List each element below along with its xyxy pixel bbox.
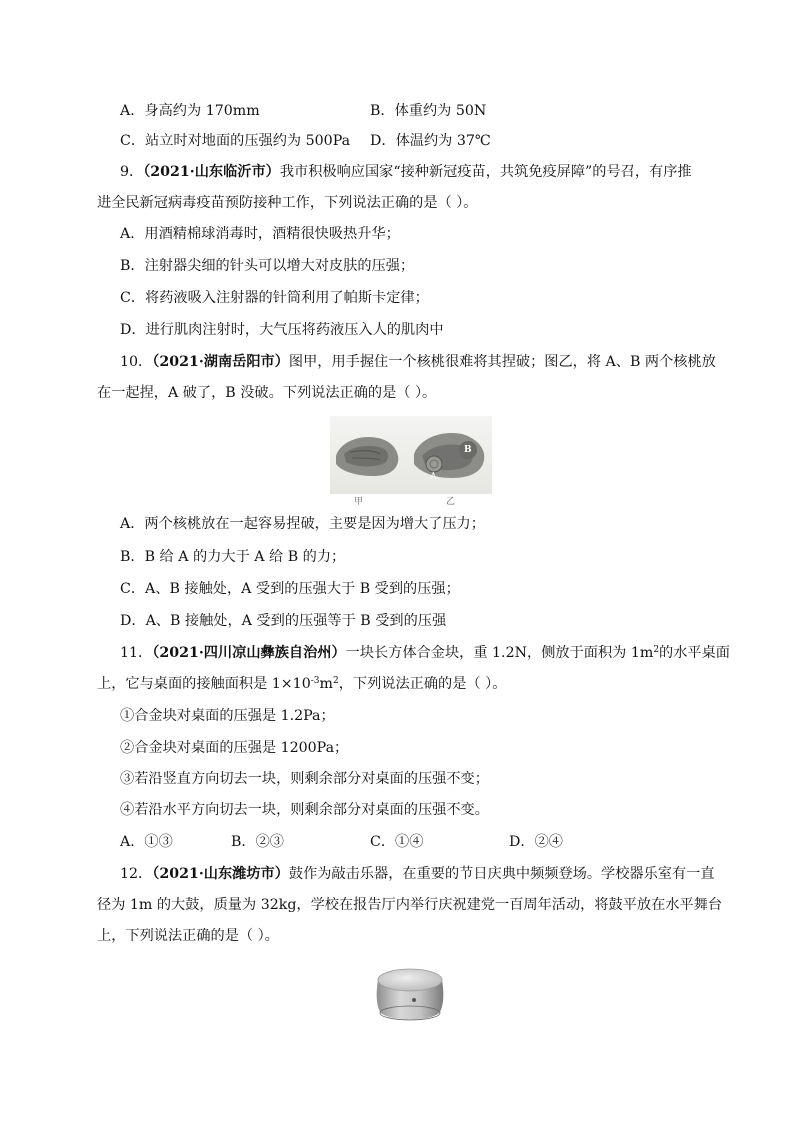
q11-option-d: D．②④	[509, 834, 563, 850]
q12-figure	[372, 964, 448, 1024]
q11-statement-3: ③若沿竖直方向切去一块，则剩余部分对桌面的压强不变；	[120, 771, 489, 787]
q10-number: 10．	[120, 354, 153, 370]
figure-caption-yi: 乙	[446, 497, 456, 507]
q10-stem-text: 图甲，用手握住一个核桃很难将其捏破；图乙，将 A、B 两个核桃放	[288, 354, 716, 370]
q11-statement-2: ②合金块对桌面的压强是 1200Pa；	[120, 740, 349, 756]
q10-source: （2021·湖南岳阳市）	[152, 354, 289, 370]
q11-source: （2021·四川凉山彝族自治州）	[152, 645, 346, 661]
q9-source: （2021·山东临沂市）	[143, 164, 280, 180]
q10-figure	[330, 416, 492, 494]
q8-option-a: A．身高约为 170mm	[120, 103, 260, 119]
q11-stem-text: 一块长方体合金块，重 1.2N，侧放于面积为 1m	[345, 645, 654, 661]
walnut-label-b: B	[464, 445, 472, 455]
q12-stem-line3: 上，下列说法正确的是（ ）。	[97, 928, 279, 944]
q11-stem-line1	[120, 643, 730, 663]
q9-stem-text: 我市积极响应国家“接种新冠疫苗，共筑免疫屏障”的号召，有序推	[279, 164, 692, 180]
figure-caption-jia: 甲	[354, 497, 364, 507]
q10-option-d: D．A、B 接触处，A 受到的压强等于 B 受到的压强	[120, 613, 447, 629]
q9-number: 9．	[120, 164, 144, 180]
q11-stem-line2-end: ，下列说法正确的是（ ）。	[338, 676, 507, 692]
q10-stem-line2: 在一起捏，A 破了，B 没破。下列说法正确的是（ ）。	[97, 385, 437, 401]
drum-image	[372, 964, 448, 1024]
q11-stem-line2	[97, 674, 506, 694]
q9-stem-line1	[120, 162, 692, 182]
q11-statement-4: ④若沿水平方向切去一块，则剩余部分对桌面的压强不变。	[120, 802, 489, 818]
q12-stem-text: 鼓作为敲击乐器，在重要的节日庆典中频频登场。学校器乐室有一直	[288, 866, 715, 882]
q9-option-b: B．注射器尖细的针头可以增大对皮肤的压强；	[120, 258, 415, 274]
walnut-hands-photo	[330, 416, 492, 494]
q11-statement-1: ①合金块对桌面的压强是 1.2Pa；	[120, 708, 335, 724]
q9-stem-line2: 进全民新冠病毒疫苗预防接种工作，下列说法正确的是（ ）。	[97, 195, 478, 211]
walnut-label-a: A	[430, 472, 437, 482]
q11-stem-end: 的水平桌面	[659, 645, 730, 661]
q11-superscript-2: 2	[653, 645, 660, 655]
q10-option-c: C．A、B 接触处，A 受到的压强大于 B 受到的压强；	[120, 581, 460, 597]
q9-option-c: C．将药液吸入注射器的针筒利用了帕斯卡定律；	[120, 290, 429, 306]
q12-stem-line1	[120, 864, 715, 884]
q11-unit: m	[319, 676, 333, 692]
q11-exponent: -3	[310, 676, 320, 686]
q12-stem-line2: 径为 1m 的大鼓，质量为 32kg，学校在报告厅内举行庆祝建党一百周年活动，将鼓平放在水平舞台	[97, 897, 723, 913]
q10-option-b: B．B 给 A 的力大于 A 给 B 的力；	[120, 549, 346, 565]
q11-unit-exponent: 2	[332, 676, 339, 686]
q8-option-c: C．站立时对地面的压强约为 500Pa	[120, 133, 351, 149]
q9-option-a: A．用酒精棉球消毒时，酒精很快吸热升华；	[120, 226, 400, 242]
q11-option-b: B．②③	[231, 834, 284, 850]
q9-option-d: D．进行肌肉注射时，大气压将药液压入人的肌肉中	[120, 322, 444, 338]
q10-option-a: A．两个核桃放在一起容易捏破，主要是因为增大了压力；	[120, 516, 485, 532]
q12-number: 12．	[120, 866, 153, 882]
q10-stem-line1	[120, 352, 716, 372]
q11-number: 11．	[120, 645, 153, 661]
q11-option-a: A．①③	[120, 834, 173, 850]
q8-option-d: D．体温约为 37℃	[370, 133, 491, 149]
q8-option-b: B．体重约为 50N	[370, 103, 487, 119]
q11-stem-line2-pre: 上，它与桌面的接触面积是 1×10	[97, 676, 311, 692]
q12-source: （2021·山东潍坊市）	[152, 866, 289, 882]
q11-option-c: C．①④	[370, 834, 424, 850]
